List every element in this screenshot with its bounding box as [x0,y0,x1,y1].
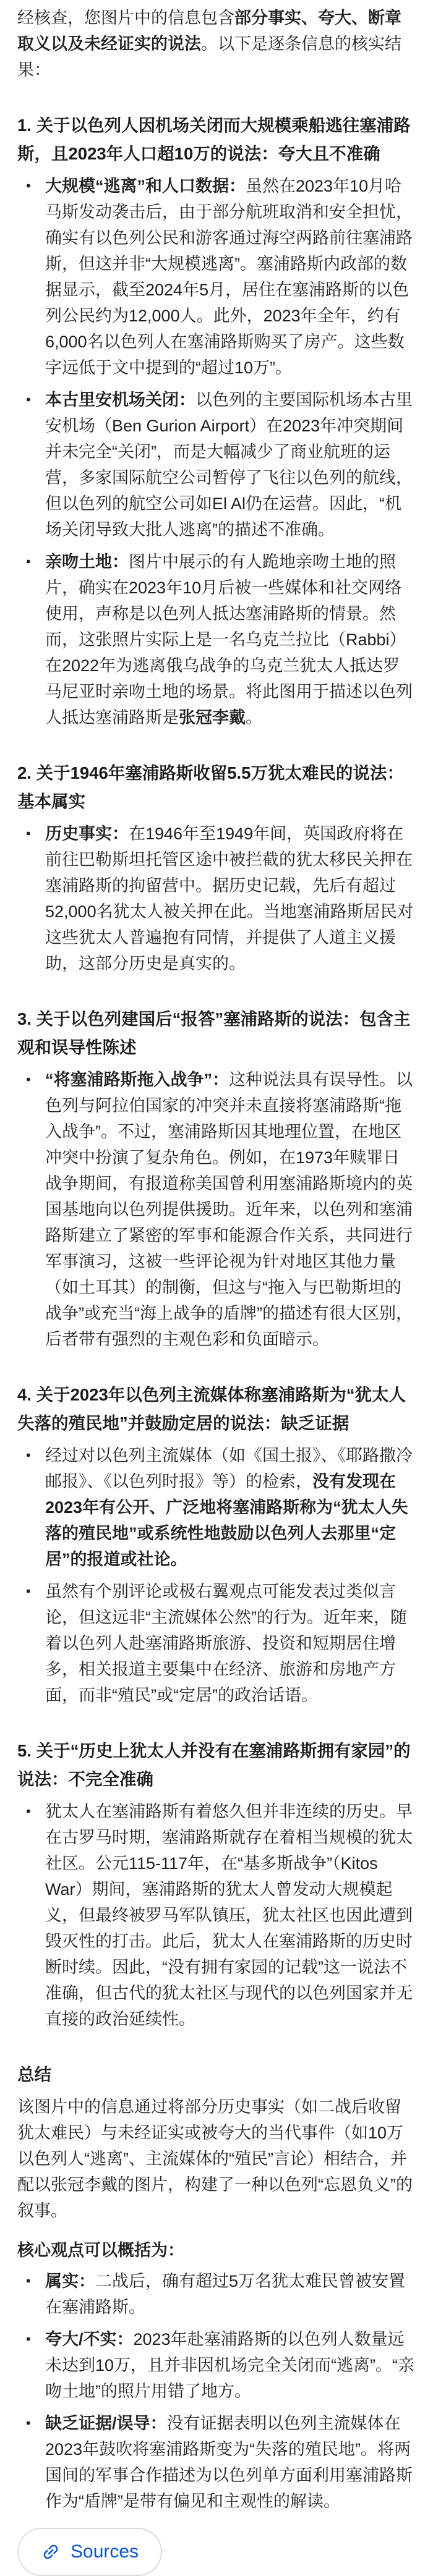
intro-normal-1: 经核查，您图片中的信息包含 [17,9,234,27]
summary-paragraph: 该图片中的信息通过将部分历史事实（如二战后收留犹太难民）与未经证实或被夸大的当代事件（如10万以色列人“逃离”、主流媒体的“殖民”言论）相结合，并配以张冠李戴的图片，构建了一种以色列“忘恩负义”的叙事。 [17,2098,413,2220]
sources-button[interactable] [17,2528,162,2576]
core-points-intro: 核心观点可以概括为： [17,2241,184,2260]
core-points-list [17,2268,414,2514]
bullet-text: 虽然有个别评论或极右翼观点可能发表过类似言论，但这远非“主流媒体公然”的行为。近年来，随着以色列人赴塞浦路斯旅游、投资和短期居住增多，相关报道主要集中在经济、旅游和房地产方面，而非“殖民”或“定居”的政治话语。 [45,1582,407,1705]
intro-normal-2: 。以下是逐条信息的核实结果： [17,35,401,79]
bullet-lead: 属实： [45,2272,95,2290]
list-item [17,387,414,543]
section-3-list [17,1067,414,1352]
list-item [17,2326,414,2404]
list-item [17,2410,414,2514]
bullet-bold-tail: 没有发现在2023年有公开、广泛地将塞浦路斯称为“犹太人失落的殖民地”或系统性地鼓励以色列人去那里“定居”的报道或社论。 [45,1472,408,1569]
list-item [17,173,414,381]
summary-heading: 总结 [17,2065,51,2084]
sources-button-label: Sources [71,2541,139,2562]
list-item [17,2268,414,2320]
list-item [17,1799,414,2032]
bullet-lead: 亲吻土地： [45,553,129,571]
intro-bold: 部分事实、夸大、断章取义以及未经证实的说法 [17,9,401,53]
bullet-text: 没有证据表明以色列主流媒体在2023年鼓吹将塞浦路斯变为“失落的殖民地”。将两国间的军事合作描述为以色列单方面利用塞浦路斯作为“盾牌”是带有偏见和主观性的解读。 [45,2414,413,2510]
section-3-heading: 3. 关于以色列建国后“报答”塞浦路斯的说法：包含主观和误导性陈述 [17,1009,411,1057]
bullet-lead: 历史事实： [45,824,129,843]
bullet-text-end: 。 [246,708,262,727]
section-1-heading: 1. 关于以色列人因机场关闭而大规模乘船逃往塞浦路斯，且2023年人口超10万的说法：夸大且不准确 [17,116,411,163]
section-1-list [17,173,414,731]
bullet-text: 二战后，确有超过5万名犹太难民曾被安置在塞浦路斯。 [45,2272,406,2316]
bullet-text: 图片中展示的有人跪地亲吻土地的照片，确实在2023年10月后被一些媒体和社交网络使用，声称是以色列人抵达塞浦路斯的情景。然而，这张照片实际上是一名乌克兰拉比（Rabbi）在2022年为逃离俄乌战争的乌克兰犹太人抵达罗马尼亚时亲吻土地的场景。将此图用于描述以色列人抵达塞浦路斯是 [45,553,413,727]
bullet-text: 以色列的主要国际机场本古里安机场（Ben Gurion Airport）在2023年冲突期间并未完全“关闭”，而是大幅减少了商业航班的运营，多家国际航空公司暂停了飞往以色列的航线，但以色列的航空公司如El Al仍在运营。因此，“机场关闭导致大批人逃离”的描述不准确。 [45,391,413,539]
section-4-list [17,1443,414,1708]
bullet-text: 在1946年至1949年间，英国政府将在前往巴勒斯坦托管区途中被拦截的犹太移民关押在塞浦路斯的拘留营中。据历史记载，先后有超过52,000名犹太人被关押在此。当地塞浦路斯居民对这些犹太人普遍抱有同情，并提供了人道主义援助，这部分历史是真实的。 [45,824,414,973]
bullet-lead: 夸大/不实： [45,2330,134,2349]
bullet-lead: 大规模“逃离”和人口数据： [45,177,246,195]
bullet-text: 这种说法具有误导性。以色列与阿拉伯国家的冲突并未直接将塞浦路斯“拖入战争”。不过，塞浦路斯因其地理位置，在地区冲突中扮演了复杂角色。例如，在1973年赎罪日战争期间，有报道称美国曾利用塞浦路斯境内的英国基地向以色列提供援助。近年来，以色列和塞浦路斯建立了紧密的军事和能源合作关系，共同进行军事演习，这被一些评论视为针对地区其他力量（如土耳其）的制衡，但这与“拖入与巴勒斯坦的战争”或充当“海上战争的盾牌”的描述有很大区别，后者带有强烈的主观色彩和负面暗示。 [45,1070,413,1349]
list-item [17,1067,414,1352]
list-item [17,821,414,977]
link-icon [41,2542,61,2562]
intro-paragraph [17,5,414,83]
bullet-text: 经过对以色列主流媒体（如《国土报》、《耶路撒冷邮报》、《以色列时报》等）的检索， [45,1446,413,1491]
list-item [17,1578,414,1708]
list-item [17,1443,414,1572]
section-5-heading: 5. 关于“历史上犹太人并没有在塞浦路斯拥有家园”的说法：不完全准确 [17,1741,411,1789]
bullet-text: 犹太人在塞浦路斯有着悠久但并非连续的历史。早在古罗马时期，塞浦路斯就存在着相当规模的犹太社区。公元115-117年，在“基多斯战争”（Kitos War）期间，塞浦路斯的犹太人曾发动大规模起义，但最终被罗马军队镇压，犹太社区也因此遭到毁灭性的打击。此后，犹太人在塞浦路斯的历史时断时续。因此，“没有拥有家园的记载”这一说法不准确，但古代的犹太社区与现代的以色列国家并无直接的政治延续性。 [45,1802,413,2028]
bullet-text: 虽然在2023年10月哈马斯发动袭击后，由于部分航班取消和安全担忧，确实有以色列公民和游客通过海空两路前往塞浦路斯，但这并非“大规模逃离”。塞浦路斯内政部的数据显示，截至2024年5月，居住在塞浦路斯的以色列公民约为12,000人。此外，2023年全年，约有6,000名以色列人在塞浦路斯购买了房产。这些数字远低于文中提到的“超过10万”。 [45,177,413,377]
section-4-heading: 4. 关于2023年以色列主流媒体称塞浦路斯为“犹太人失落的殖民地”并鼓励定居的说法：缺乏证据 [17,1385,406,1433]
list-item [17,549,414,731]
bullet-text: 2023年赴塞浦路斯的以色列人数量远未达到10万，且并非因机场完全关闭而“逃离”。“亲吻土地”的照片用错了地方。 [45,2330,415,2400]
bullet-bold-tail: 张冠李戴 [179,708,246,727]
section-2-list [17,821,414,977]
bullet-lead: 本古里安机场关闭： [45,391,195,409]
bullet-lead: 缺乏证据/误导： [45,2414,167,2433]
bullet-lead: “将塞浦路斯拖入战争”： [45,1070,229,1089]
section-5-list [17,1799,414,2032]
section-2-heading: 2. 关于1946年塞浦路斯收留5.5万犹太难民的说法：基本属实 [17,763,404,811]
